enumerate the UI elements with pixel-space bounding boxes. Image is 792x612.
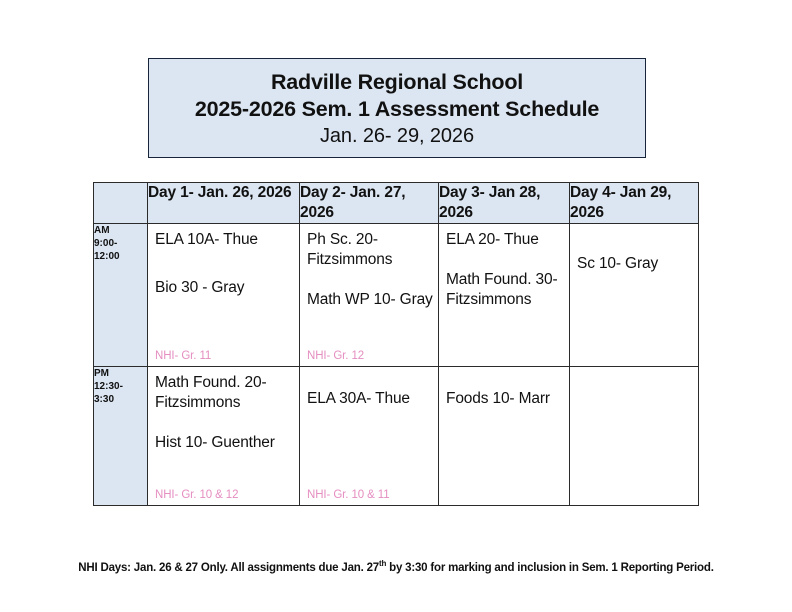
- school-name: Radville Regional School: [270, 69, 524, 94]
- assessment-schedule-table: [93, 182, 699, 506]
- assessment-entry: Foods 10- Marr: [446, 390, 550, 407]
- time-end-pm: 3:30: [94, 394, 115, 405]
- slot-am-day-4: [570, 224, 699, 367]
- nhi-note: NHI- Gr. 11: [155, 350, 212, 362]
- slot-pm-day-3: [439, 367, 570, 506]
- column-header-day-4: Day 4- Jan 29, 2026: [570, 183, 699, 224]
- assessment-entry: Math Found. 20- Fitzsimmons: [155, 374, 267, 411]
- column-header-day-2: Day 2- Jan. 27, 2026: [300, 183, 439, 224]
- assessment-entry: Bio 30 - Gray: [155, 279, 245, 296]
- slot-pm-day-4: [570, 367, 699, 506]
- slot-am-day-2: [300, 224, 439, 367]
- nhi-note: NHI- Gr. 12: [307, 350, 365, 362]
- table-header-row: [94, 183, 699, 224]
- footer-note: [0, 561, 792, 576]
- nhi-note: NHI- Gr. 10 & 12: [155, 489, 239, 501]
- slot-pm-day-2: [300, 367, 439, 506]
- title-banner: [148, 58, 646, 158]
- schedule-date-range: Jan. 26- 29, 2026: [320, 124, 474, 147]
- slot-pm-day-1: [148, 367, 300, 506]
- assessment-entry: ELA 10A- Thue: [155, 231, 258, 248]
- footer-note-part-1: NHI Days: Jan. 26 & 27 Only. All assignments due Jan. 27: [78, 562, 379, 574]
- slot-am-day-3: [439, 224, 570, 367]
- table-row-pm: [94, 367, 699, 506]
- time-period-pm: PM: [94, 368, 109, 379]
- assessment-entry: Sc 10- Gray: [577, 255, 659, 272]
- assessment-entry: Math Found. 30- Fitzsimmons: [446, 271, 558, 308]
- time-start-pm: 12:30-: [94, 381, 123, 392]
- nhi-note: NHI- Gr. 10 & 11: [307, 489, 390, 501]
- column-header-day-3: Day 3- Jan 28, 2026: [439, 183, 570, 224]
- time-label-pm: [94, 367, 148, 506]
- footer-note-part-2: by 3:30 for marking and inclusion in Sem. 1 Reporting Period.: [386, 562, 714, 574]
- assessment-entry: ELA 30A- Thue: [307, 390, 410, 407]
- time-label-am: [94, 224, 148, 367]
- time-start-am: 9:00-: [94, 238, 118, 249]
- assessment-entry: Math WP 10- Gray: [307, 291, 433, 308]
- table-row-am: [94, 224, 699, 367]
- column-header-day-1: Day 1- Jan. 26, 2026: [148, 183, 300, 224]
- footer-note-ordinal: th: [378, 559, 387, 569]
- time-end-am: 12:00: [94, 251, 120, 262]
- header-corner-cell: [94, 183, 148, 224]
- time-period-am: AM: [94, 225, 110, 236]
- assessment-entry: Hist 10- Guenther: [155, 434, 275, 451]
- assessment-entry: Ph Sc. 20- Fitzsimmons: [307, 231, 393, 268]
- assessment-entry: ELA 20- Thue: [446, 231, 539, 248]
- slot-am-day-1: [148, 224, 300, 367]
- schedule-subtitle: 2025-2026 Sem. 1 Assessment Schedule: [194, 96, 600, 121]
